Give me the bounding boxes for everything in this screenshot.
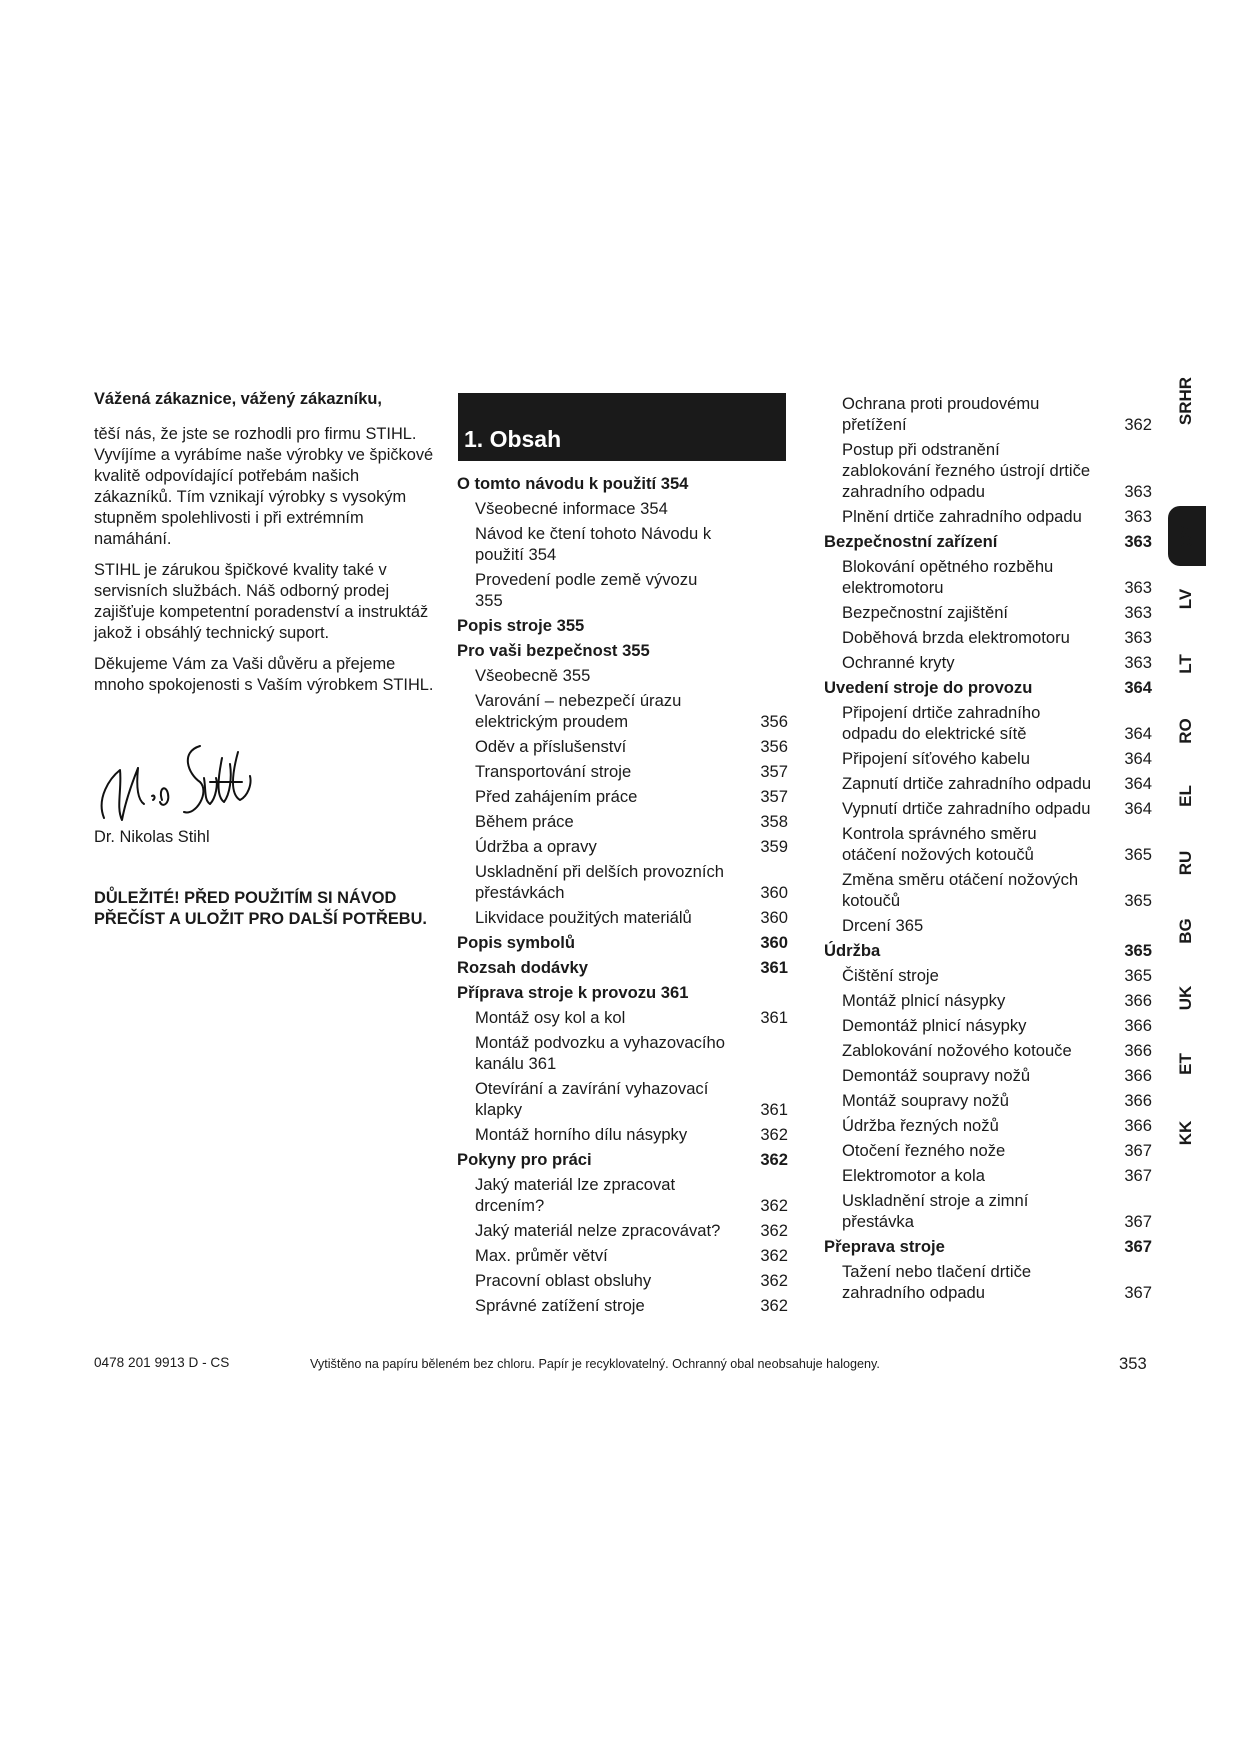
language-tab-label: KK — [1176, 1120, 1195, 1146]
toc-entry-title: Všeobecně 355 — [475, 666, 591, 685]
language-tab-label: BG — [1176, 918, 1195, 944]
toc-entry[interactable] — [457, 761, 788, 782]
toc-entry[interactable] — [457, 1245, 788, 1266]
toc-entry-title: Otočení řezného nože — [842, 1141, 1006, 1160]
toc-entry[interactable] — [457, 1149, 788, 1170]
toc-entry[interactable] — [824, 439, 1152, 502]
toc-entry-page: 366 — [1124, 1041, 1152, 1060]
toc-entry[interactable] — [457, 1124, 788, 1145]
toc-entry-page: 367 — [1124, 1166, 1152, 1185]
toc-entry[interactable] — [824, 1065, 1152, 1086]
toc-entry-page: 363 — [1124, 507, 1152, 526]
language-tab-label: UK — [1176, 985, 1195, 1011]
toc-entry-page: 356 — [760, 737, 788, 756]
language-tab-label: LT — [1176, 654, 1195, 674]
toc-entry-title: Čištění stroje — [842, 966, 939, 985]
toc-entry-title: Ochranné kryty — [842, 653, 955, 672]
toc-entry-title: Změna směru otáčení nožových kotoučů — [842, 870, 1079, 910]
toc-entry[interactable] — [824, 965, 1152, 986]
toc-entry-title: Připojení drtiče zahradního odpadu do elektrické sítě — [842, 703, 1041, 743]
toc-entry[interactable] — [824, 915, 1152, 936]
toc-entry-title: Během práce — [475, 812, 574, 831]
language-tab-srhr[interactable] — [1166, 366, 1206, 436]
toc-entry-title: Tažení nebo tlačení drtiče zahradního odpadu — [842, 1262, 1032, 1302]
toc-entry-page: 366 — [1124, 1116, 1152, 1135]
toc-entry-page: 362 — [1124, 415, 1152, 434]
toc-entry[interactable] — [824, 990, 1152, 1011]
toc-entry-title: Údržba řezných nožů — [842, 1116, 999, 1135]
toc-entry[interactable] — [824, 798, 1152, 819]
toc-entry[interactable] — [457, 1295, 788, 1316]
toc-entry-page: 363 — [1124, 578, 1152, 597]
language-tab-kk[interactable] — [1166, 1108, 1206, 1158]
language-tab-lt[interactable] — [1166, 639, 1206, 689]
toc-entry-page: 364 — [1124, 678, 1152, 697]
language-tab-bg[interactable] — [1166, 906, 1206, 956]
signer-name: Dr. Nikolas Stihl — [94, 828, 210, 846]
toc-entry[interactable] — [824, 823, 1152, 865]
language-tab-ru[interactable] — [1166, 838, 1206, 888]
toc-entry-title: Popis symbolů — [457, 933, 576, 952]
toc-entry[interactable] — [824, 627, 1152, 648]
toc-entry[interactable] — [824, 556, 1152, 598]
toc-heading: 1. Obsah — [464, 426, 562, 452]
toc-entry[interactable] — [824, 506, 1152, 527]
language-tab-label: ET — [1176, 1053, 1195, 1075]
toc-entry-page: 361 — [760, 1100, 788, 1119]
toc-entry-title: Připojení síťového kabelu — [842, 749, 1030, 768]
toc-entry[interactable] — [824, 652, 1152, 673]
toc-entry[interactable] — [457, 473, 788, 494]
language-tab-label: RO — [1176, 718, 1195, 744]
toc-entry[interactable] — [824, 748, 1152, 769]
toc-entry-page: 365 — [1124, 966, 1152, 985]
toc-entry[interactable] — [824, 1115, 1152, 1136]
toc-entry[interactable] — [824, 869, 1152, 911]
toc-entry-page: 363 — [1124, 482, 1152, 501]
language-tabs — [1166, 366, 1206, 1166]
greeting: Vážená zákaznice, vážený zákazníku, — [94, 390, 382, 408]
toc-entry-page: 362 — [760, 1296, 788, 1315]
toc-entry-page: 363 — [1124, 628, 1152, 647]
toc-entry-page: 367 — [1124, 1141, 1152, 1160]
toc-entry[interactable] — [457, 690, 788, 732]
toc-entry-title: O tomto návodu k použití 354 — [457, 474, 689, 493]
important-notice: DŮLEŽITÉ! PŘED POUŽITÍM SI NÁVOD PŘEČÍST A ULOŽIT PRO DALŠÍ POTŘEBU. — [94, 889, 427, 928]
toc-entry-page: 366 — [1124, 991, 1152, 1010]
toc-entry[interactable] — [824, 1140, 1152, 1161]
toc-entry[interactable] — [824, 1015, 1152, 1036]
toc-entry[interactable] — [457, 1270, 788, 1291]
toc-entry-title: Správné zatížení stroje — [475, 1296, 645, 1315]
toc-entry[interactable] — [457, 615, 788, 636]
toc-entry-title: Oděv a příslušenství — [475, 737, 627, 756]
toc-entry[interactable] — [457, 811, 788, 832]
toc-entry-title: Pro vaši bezpečnost 355 — [457, 641, 650, 660]
toc-entry-page: 360 — [760, 908, 788, 927]
toc-entry[interactable] — [824, 393, 1152, 435]
toc-entry-page: 361 — [760, 1008, 788, 1027]
toc-entry-title: Pracovní oblast obsluhy — [475, 1271, 652, 1290]
toc-entry-title: Jaký materiál nelze zpracovávat? — [475, 1221, 721, 1240]
toc-entry-title: Rozsah dodávky — [457, 958, 588, 977]
toc-entry-page: 363 — [1124, 532, 1152, 551]
toc-entry-page: 362 — [760, 1271, 788, 1290]
toc-entry-title: Montáž plnicí násypky — [842, 991, 1006, 1010]
toc-entry-page: 364 — [1124, 724, 1152, 743]
toc-entry-title: Doběhová brzda elektromotoru — [842, 628, 1070, 647]
toc-heading-box — [458, 393, 786, 461]
toc-entry-page: 364 — [1124, 749, 1152, 768]
intro-paragraph-2: STIHL je zárukou špičkové kvality také v servisních službách. Náš odborný prodej zajišťuje kompetentní poradenství a instruktáž jakož i obsáhlý technický suport. — [94, 561, 429, 642]
toc-entry-page: 362 — [760, 1150, 788, 1169]
toc-entry-title: Uskladnění stroje a zimní přestávka — [842, 1191, 1029, 1231]
toc-entry-title: Před zahájením práce — [475, 787, 638, 806]
toc-entry[interactable] — [824, 1236, 1152, 1257]
language-tab-label: LV — [1176, 588, 1195, 610]
toc-entry[interactable] — [457, 861, 788, 903]
toc-entry-page: 360 — [760, 883, 788, 902]
toc-entry-title: Otevírání a zavírání vyhazovací klapky — [475, 1079, 709, 1119]
toc-entry[interactable] — [824, 1190, 1152, 1232]
intro-letter — [94, 389, 434, 706]
toc-entry-title: Montáž horního dílu násypky — [475, 1125, 688, 1144]
toc-entry-page: 364 — [1124, 799, 1152, 818]
toc-entry-page: 363 — [1124, 603, 1152, 622]
toc-entry[interactable] — [824, 677, 1152, 698]
toc-entry-page: 367 — [1124, 1237, 1152, 1256]
toc-entry-title: Plnění drtiče zahradního odpadu — [842, 507, 1082, 526]
language-tab-ro[interactable] — [1166, 706, 1206, 756]
toc-entry-title: Varování – nebezpečí úrazu elektrickým proudem — [475, 691, 682, 731]
language-tab-el[interactable] — [1166, 771, 1206, 821]
toc-entry-page: 365 — [1124, 941, 1152, 960]
toc-entry-title: Blokování opětného rozběhu elektromotoru — [842, 557, 1054, 597]
toc-entry[interactable] — [824, 1165, 1152, 1186]
footer-note: Vytištěno na papíru běleném bez chloru. Papír je recyklovatelný. Ochranný obal neobsahuje halogeny. — [310, 1357, 880, 1371]
toc-entry-title: Jaký materiál lze zpracovat drcením? — [475, 1175, 676, 1215]
toc-entry-page: 362 — [760, 1221, 788, 1240]
language-tab-cs[interactable] — [1168, 506, 1206, 566]
toc-column-right — [824, 393, 1152, 1307]
language-tab-label: EL — [1176, 785, 1195, 807]
toc-entry-title: Demontáž plnicí násypky — [842, 1016, 1027, 1035]
toc-entry-page: 367 — [1124, 1283, 1152, 1302]
toc-entry[interactable] — [824, 773, 1152, 794]
toc-entry[interactable] — [457, 932, 788, 953]
language-tab-label: SRHR — [1176, 376, 1195, 426]
toc-entry[interactable] — [457, 1032, 788, 1074]
toc-entry[interactable] — [457, 498, 788, 519]
toc-entry-page: 357 — [760, 762, 788, 781]
toc-entry-title: Údržba — [824, 941, 881, 960]
toc-entry-title: Provedení podle země vývozu 355 — [475, 570, 698, 610]
toc-entry-title: Všeobecné informace 354 — [475, 499, 668, 518]
intro-paragraph-1: těší nás, že jste se rozhodli pro firmu STIHL. Vyvíjíme a vyrábíme naše výrobky ve špičkové kvalitě odpovídající potřebám našich zákazníků. Tím vznikají výrobky s vysokým stupněm spolehlivosti i při extrémním namáhání. — [94, 425, 434, 548]
toc-entry[interactable] — [824, 940, 1152, 961]
toc-entry-title: Vypnutí drtiče zahradního odpadu — [842, 799, 1091, 818]
language-tab-et[interactable] — [1166, 1039, 1206, 1089]
toc-entry[interactable] — [457, 1078, 788, 1120]
toc-entry[interactable] — [824, 1040, 1152, 1061]
toc-entry-title: Drcení 365 — [842, 916, 924, 935]
toc-entry-page: 365 — [1124, 845, 1152, 864]
toc-entry[interactable] — [824, 602, 1152, 623]
toc-entry[interactable] — [457, 523, 788, 565]
toc-entry-title: Zapnutí drtiče zahradního odpadu — [842, 774, 1092, 793]
toc-entry-title: Montáž soupravy nožů — [842, 1091, 1009, 1110]
toc-entry-title: Bezpečnostní zajištění — [842, 603, 1009, 622]
toc-entry-page: 362 — [760, 1246, 788, 1265]
toc-entry-title: Uskladnění při delších provozních přestávkách — [475, 862, 725, 902]
toc-entry-page: 362 — [760, 1196, 788, 1215]
toc-entry-title: Uvedení stroje do provozu — [824, 678, 1033, 697]
toc-entry-title: Postup při odstranění zablokování řezného ústrojí drtiče zahradního odpadu — [842, 440, 1091, 501]
toc-entry-title: Pokyny pro práci — [457, 1150, 592, 1169]
toc-entry[interactable] — [457, 640, 788, 661]
toc-entry[interactable] — [457, 982, 788, 1003]
toc-entry[interactable] — [457, 786, 788, 807]
toc-entry-title: Kontrola správného směru otáčení nožových kotoučů — [842, 824, 1037, 864]
page-number: 353 — [1119, 1354, 1147, 1373]
toc-entry-title: Údržba a opravy — [475, 837, 597, 856]
toc-entry[interactable] — [457, 665, 788, 686]
toc-entry[interactable] — [824, 1261, 1152, 1303]
toc-entry[interactable] — [457, 1007, 788, 1028]
language-tab-label: RU — [1176, 850, 1195, 876]
toc-entry-title: Transportování stroje — [475, 762, 632, 781]
toc-entry[interactable] — [457, 907, 788, 928]
toc-entry[interactable] — [457, 1220, 788, 1241]
toc-entry-title: Přeprava stroje — [824, 1237, 945, 1256]
toc-entry-title: Bezpečnostní zařízení — [824, 532, 998, 551]
toc-entry[interactable] — [457, 569, 788, 611]
toc-entry[interactable] — [457, 736, 788, 757]
toc-entry[interactable] — [457, 836, 788, 857]
toc-entry-title: Příprava stroje k provozu 361 — [457, 983, 689, 1002]
toc-entry-page: 357 — [760, 787, 788, 806]
toc-entry-title: Montáž osy kol a kol — [475, 1008, 626, 1027]
toc-entry-page: 359 — [760, 837, 788, 856]
toc-entry-page: 366 — [1124, 1016, 1152, 1035]
toc-entry-page: 358 — [760, 812, 788, 831]
toc-column-middle — [457, 473, 788, 1320]
toc-entry-title: Elektromotor a kola — [842, 1166, 985, 1185]
toc-entry-page: 363 — [1124, 653, 1152, 672]
toc-entry-title: Demontáž soupravy nožů — [842, 1066, 1031, 1085]
toc-entry-page: 366 — [1124, 1066, 1152, 1085]
language-tab-uk[interactable] — [1166, 973, 1206, 1023]
toc-entry-page: 362 — [760, 1125, 788, 1144]
toc-entry[interactable] — [824, 702, 1152, 744]
toc-entry-title: Popis stroje 355 — [457, 616, 585, 635]
toc-entry-page: 356 — [760, 712, 788, 731]
toc-entry-page: 365 — [1124, 891, 1152, 910]
language-tab-label: CS — [1177, 524, 1196, 548]
toc-entry[interactable] — [457, 957, 788, 978]
toc-entry-title: Montáž podvozku a vyhazovacího kanálu 361 — [475, 1033, 725, 1073]
document-code: 0478 201 9913 D - CS — [94, 1355, 230, 1370]
toc-entry-page: 361 — [760, 958, 788, 977]
signature — [92, 738, 262, 828]
language-tab-lv[interactable] — [1166, 574, 1206, 624]
toc-entry[interactable] — [457, 1174, 788, 1216]
toc-entry-title: Zablokování nožového kotouče — [842, 1041, 1072, 1060]
intro-paragraph-3: Děkujeme Vám za Vaši důvěru a přejeme mnoho spokojenosti s Vaším výrobkem STIHL. — [94, 655, 434, 694]
toc-entry[interactable] — [824, 1090, 1152, 1111]
toc-entry-title: Likvidace použitých materiálů — [475, 908, 692, 927]
toc-entry[interactable] — [824, 531, 1152, 552]
toc-entry-page: 367 — [1124, 1212, 1152, 1231]
toc-entry-title: Max. průměr větví — [475, 1246, 608, 1265]
toc-entry-page: 364 — [1124, 774, 1152, 793]
toc-entry-title: Návod ke čtení tohoto Návodu k použití 354 — [475, 524, 712, 564]
toc-entry-page: 360 — [760, 933, 788, 952]
toc-entry-title: Ochrana proti proudovému přetížení — [842, 394, 1040, 434]
toc-entry-page: 366 — [1124, 1091, 1152, 1110]
